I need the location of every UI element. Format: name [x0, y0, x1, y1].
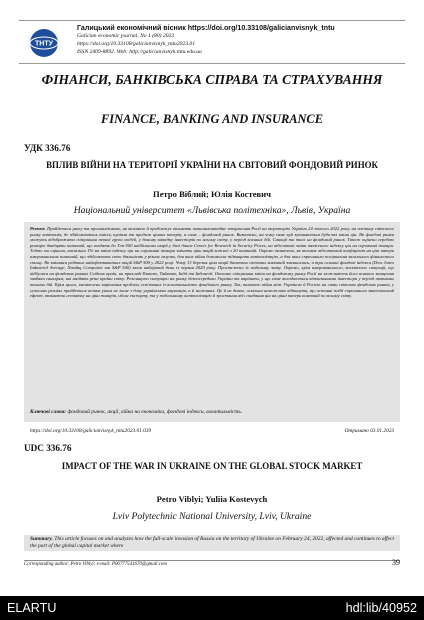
abstract-text: Прийдеться увагу та проаналізовано, як впливало й продовжує впливати повномасштабне вторгнення Росії на територію України 24 лютого 2022 року, на частину світового ринку капіталів, де здійснюються емісія, купівля та продаж цінних паперів, а саме – фондовий ринок. Визначено, на чому саме вуй зупиняються будь-які зміни цін. Як фондові ринки можуть відображати очікування певної групи людей, у даному випадку інвесторів по всьому світу, у період воєнних дій. Санкції та тиск на фондовий ринок. Також оцінено середню реакцію двадцяти компаній, що входять до Топ-500 найбільших акцій у базі даних Center for Research in Security Prices, на відсоткові зміни зваженого індексу цін на сировинні товари. Тобто ми оцінили, наскільки 1%-на зміна індексу цін на сировинні товари змінить ціни акцій кожної з 20 компаній. Окремо визначено, як впливає відсотковий коефіцієнт на ціні папери американських компаній, що здійснюють свою діяльність у різних галузях, для яких війна допомогла підвищити капіталізацію, а для яких спричинила погіршення загального фінансового стану. Як змінився рейтинг найефективніших акцій S&P 500 у 2022 році. Чому 13 березня ціна акцій багатьох світових компаній зменшилась, а три основні фондові індекси (Dow Jones Industrial Average, Nasdaq Composite та S&P 500) мали найгірший день із червня 2020 року. Простежено їх подальшу зміну. Окремо, крім американського, висвітлено ситуації, що відбулися на фондових ринках Східних країн, на прикладі Китаю, Тайваню, Індії та Індонезії. Описано очікування зміни на фондовому ринку Росії на можливість його повного знищення завдяки санкціям, які вводять різні країни світу. Розглянуто ситуацію на ринку безпосередньо України та варіанти, у що саме вкладаються вітчизняними інвестори у період активних воєнних дій. Крім цього, висвітлено вирішення проблем, пов'язаних із волатильністю фондового ринку. Так, типовою війна між Україною й Росією на стан світових фондових ринків, у сучасних реаліях прийдеться велика увага не лише з боку українських науковців, а й іноземних. Це й не дивно, оскільки неможливо відкинути, що останні події спричинили занепокоєний ефект, впливаючи спочатку на ціни товарів, обсяг експорту, та у подальшому капіталізацію й зростання або спадання цін на цінні папери компаній по всьому світу. [30, 226, 394, 299]
authors-ua: Петро Віблий; Юлія Костевич [153, 189, 271, 199]
page-number: 39 [392, 558, 400, 567]
journal-english-name: Galician economic journal, No 1 (80) 2023 [77, 33, 175, 39]
article-title-ua: ВПЛИВ ВІЙНИ НА ТЕРИТОРІЇ УКРАЇНИ НА СВІТОВИЙ ФОНДОВИЙ РИНОК [46, 160, 378, 170]
journal-issn: ISSN 2409-8892. Web: http://galicianvisnyk.tntu.edu.ua [77, 49, 202, 55]
summary-en [30, 536, 394, 550]
affiliation-en: Lviv Polytechnic National University, Lviv, Ukraine [112, 511, 312, 522]
keywords-ua [30, 409, 394, 415]
keywords-label: Ключові слова: [30, 409, 67, 415]
summary-label: Summary. [30, 536, 53, 542]
article-doi-link[interactable]: https://doi.org/10.33108/galicianvisnyk_tntu2023.01.039 [30, 428, 152, 434]
keywords-text: фондовий ринок, акції, війна на економіка, фондові індекси, волатильність. [67, 409, 243, 415]
footer-rule [24, 560, 400, 561]
handle-id: hdl:lib/40952 [345, 601, 417, 615]
udc-en: UDC 336.76 [24, 443, 72, 453]
affiliation-ua: Національний університет «Львівська політехніка», Львів, Україна [73, 205, 351, 216]
corresponding-author: Corresponding author: Petro Viblyi; e-mail: P06777541670@gmail.com [24, 562, 167, 567]
abstract-ua [30, 226, 394, 299]
logo-text: ТНТУ [35, 40, 53, 48]
bottom-bar [0, 596, 424, 620]
authors-en: Petro Viblyi; Yuliia Kostevych [156, 494, 268, 504]
section-title-en: FINANCE, BANKING AND INSURANCE [101, 112, 323, 126]
tntu-logo-icon [29, 28, 59, 58]
repository-name: ELARTU [7, 601, 57, 615]
journal-issue-doi: https://doi.org/10.33108/galicianvisnyk_tntu2023.01 [77, 41, 196, 47]
received-date: Отримано 03.01.2023 [344, 428, 394, 434]
journal-name: Галицький економічний вісник https://doi.org/10.33108/galicianvisnyk_tntu [77, 24, 335, 32]
journal-header [19, 20, 405, 64]
article-title-en: IMPACT OF THE WAR IN UKRAINE ON THE GLOBAL STOCK MARKET [61, 461, 363, 471]
abstract-label: Резюме. [30, 226, 46, 231]
section-title-ua: ФІНАНСИ, БАНКІВСЬКА СПРАВА ТА СТРАХУВАННЯ [41, 72, 383, 87]
udc-ua: УДК 336.76 [24, 143, 71, 153]
summary-text: This article focuses on and analyzes how the full-scale invasion of Russia on the territory of Ukraine on February 24, 2022, affected and continues to affect the part of the global capital market where [30, 536, 395, 550]
